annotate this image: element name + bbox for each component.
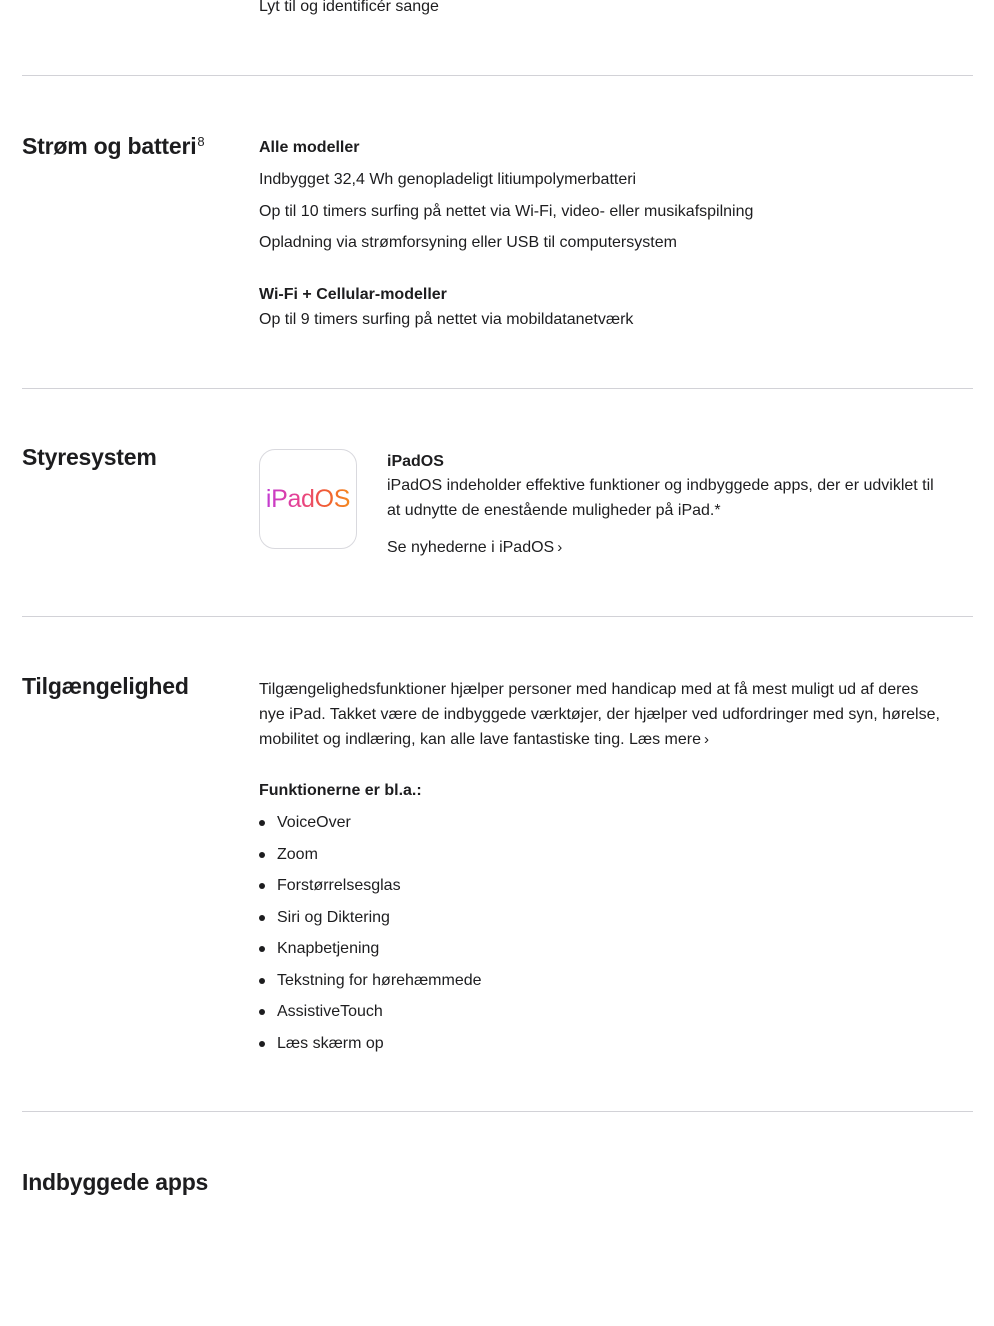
section-title-apps: Indbyggede apps bbox=[22, 1169, 209, 1195]
bullet-icon bbox=[259, 852, 265, 858]
accessibility-paragraph-line: nye iPad. Takket være de indbyggede værktøjer, der hjælper ved udfordringer med syn, hørelse, bbox=[259, 706, 940, 723]
chevron-right-icon: › bbox=[557, 539, 563, 556]
cellular-models-heading: Wi-Fi + Cellular-modeller bbox=[259, 286, 447, 303]
os-description-line: iPadOS indeholder effektive funktioner og indbyggede apps, der er udviklet til bbox=[387, 477, 934, 494]
cellular-spec-line: Op til 9 timers surfing på nettet via mobildatanetværk bbox=[259, 311, 634, 328]
bullet-icon bbox=[259, 1009, 265, 1015]
list-item bbox=[259, 1000, 482, 1032]
list-item-label: Tekstning for hørehæmmede bbox=[277, 971, 482, 989]
list-item bbox=[259, 874, 482, 906]
features-list bbox=[259, 811, 482, 1063]
all-models-heading: Alle modeller bbox=[259, 139, 360, 156]
section-divider bbox=[22, 75, 973, 76]
section-divider bbox=[22, 616, 973, 617]
section-divider bbox=[22, 388, 973, 389]
os-heading: iPadOS bbox=[387, 453, 444, 470]
section-title-power bbox=[22, 133, 204, 160]
list-item-label: Zoom bbox=[277, 845, 318, 863]
list-item-label: AssistiveTouch bbox=[277, 1003, 383, 1020]
power-title-text: Strøm og batteri bbox=[22, 133, 197, 159]
ipados-news-link-label: Se nyhederne i iPadOS bbox=[387, 539, 555, 556]
section-title-os: Styresystem bbox=[22, 444, 157, 470]
previous-section-last-line: Lyt til og identificér sange bbox=[259, 0, 439, 15]
list-item-label: Forstørrelsesglas bbox=[277, 877, 401, 894]
bullet-icon bbox=[259, 946, 265, 952]
chevron-right-icon: › bbox=[704, 731, 710, 748]
read-more-link[interactable] bbox=[629, 731, 709, 748]
list-item bbox=[259, 843, 482, 875]
read-more-label: Læs mere bbox=[628, 731, 702, 748]
features-heading: Funktionerne er bl.a.: bbox=[259, 782, 422, 799]
ipados-logo-icon: iPadOS bbox=[265, 484, 351, 513]
list-item bbox=[259, 937, 482, 969]
section-divider bbox=[22, 1111, 973, 1112]
list-item bbox=[259, 1032, 482, 1064]
ipados-logo-tile bbox=[259, 449, 357, 549]
list-item-label: VoiceOver bbox=[277, 814, 351, 831]
footnote-marker[interactable]: 8 bbox=[197, 134, 205, 149]
ipados-news-link[interactable] bbox=[387, 538, 562, 558]
accessibility-paragraph-text: mobilitet og indlæring, kan alle lave fantastiske ting. bbox=[259, 731, 625, 748]
bullet-icon bbox=[259, 978, 265, 984]
os-description-line: at udnytte de enestående muligheder på iPad.* bbox=[387, 502, 721, 519]
battery-spec-line: Indbygget 32,4 Wh genopladeligt litiumpolymerbatteri bbox=[259, 171, 637, 188]
bullet-icon bbox=[259, 915, 265, 921]
list-item-label: Siri og Diktering bbox=[277, 908, 390, 926]
accessibility-paragraph-line bbox=[259, 730, 709, 750]
list-item bbox=[259, 906, 482, 938]
bullet-icon bbox=[259, 820, 265, 826]
list-item-label: Knapbetjening bbox=[277, 940, 380, 957]
accessibility-paragraph-line: Tilgængelighedsfunktioner hjælper personer med handicap med at få mest muligt ud af deres bbox=[259, 681, 919, 698]
bullet-icon bbox=[259, 1041, 265, 1047]
list-item bbox=[259, 811, 482, 843]
list-item-label: Læs skærm op bbox=[277, 1034, 384, 1052]
battery-spec-line: Op til 10 timers surfing på nettet via Wi-Fi, video- eller musikafspilning bbox=[259, 203, 754, 220]
section-title-accessibility: Tilgængelighed bbox=[22, 673, 189, 699]
bullet-icon bbox=[259, 883, 265, 889]
battery-spec-line: Opladning via strømforsyning eller USB til computersystem bbox=[259, 234, 677, 251]
list-item bbox=[259, 969, 482, 1001]
